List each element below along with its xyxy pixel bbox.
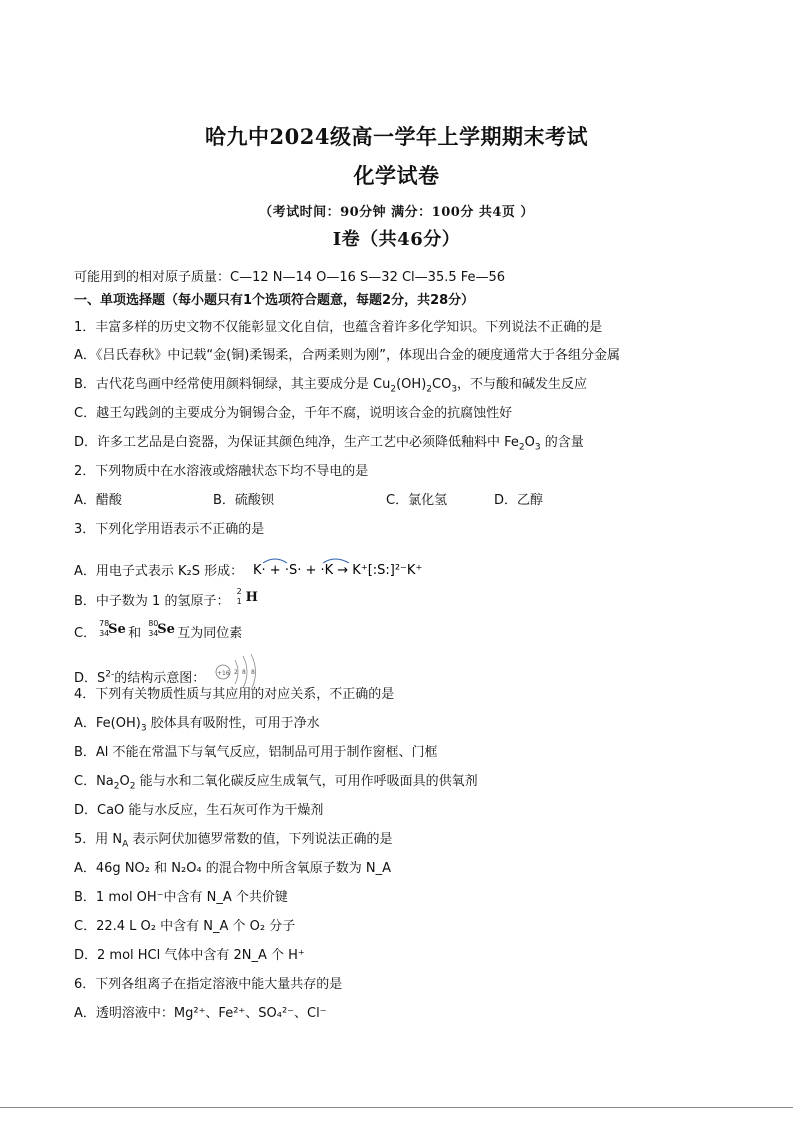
shell-electrons: 8 xyxy=(242,669,247,676)
q1-b-text2: (OH) xyxy=(396,377,427,392)
section-heading: Ⅰ卷（共46分） xyxy=(332,229,461,250)
q1-option-a: A．《吕氏春秋》中记载“金(铜)柔锡柔，合两柔则为刚”，体现出合金的硬度通常大于各组分金属 xyxy=(74,348,621,363)
q2-option-b: B．硫酸钡 xyxy=(213,493,274,508)
iso-mass: 2 xyxy=(236,587,242,596)
k2s-formula-svg xyxy=(253,557,483,583)
nucleus-charge: +16 xyxy=(217,670,231,677)
iso-number: 1 xyxy=(236,597,242,606)
q3-d-sup: 2- xyxy=(105,669,115,680)
iso-symbol: Se xyxy=(157,622,175,637)
iso-number: 34 xyxy=(148,629,159,638)
q4-c-text3: 能与水和二氧化碳反应生成氧气，可用作呼吸面具的供氧剂 xyxy=(135,774,478,789)
iso-number: 34 xyxy=(99,629,110,638)
se78-isotope xyxy=(96,619,126,643)
q5-stem-sub: A xyxy=(122,839,129,850)
q5-stem-text: 5．用 N xyxy=(74,832,123,847)
q4-c-text2: O xyxy=(119,774,130,789)
q3-c-and: 和 xyxy=(128,626,146,641)
q3-c-post: 互为同位素 xyxy=(177,626,243,641)
q4-option-a xyxy=(74,712,320,734)
page-bottom-rule xyxy=(0,1107,793,1108)
iso-symbol: H xyxy=(245,590,258,605)
q5-option-b: B．1 mol OH⁻中含有 N_A 个共价键 xyxy=(74,890,288,905)
part-one-heading: 一、单项选择题（每小题只有1个选项符合题意，每题2分，共28分） xyxy=(74,293,475,308)
q4-option-d: D．CaO 能与水反应，生石灰可作为干燥剂 xyxy=(74,803,324,818)
q4-c-text: C．Na xyxy=(74,774,114,789)
q4-option-c xyxy=(74,770,478,792)
q4-stem: 4．下列有关物质性质与其应用的对应关系，不正确的是 xyxy=(74,687,395,702)
q1-b-sub: 2 xyxy=(390,384,397,395)
q5-option-a: A．46g NO₂ 和 N₂O₄ 的混合物中所含氧原子数为 N_A xyxy=(74,861,392,876)
q3-a-text: A．用电子式表示 K₂S 形成： xyxy=(74,564,244,579)
iso-mass: 78 xyxy=(99,619,110,628)
atomic-masses: 可能用到的相对原子质量：C—12 N—14 O—16 S—32 Cl—35.5 Fe—56 xyxy=(74,270,506,285)
q3-b-text: B．中子数为 1 的氢原子： xyxy=(74,594,230,609)
q3-option-a xyxy=(74,557,483,587)
k2s-electron-formula xyxy=(253,557,483,587)
q3-c-text: C． xyxy=(74,626,97,641)
iso-symbol: Se xyxy=(108,622,126,637)
q5-stem-text2: 表示阿伏加德罗常数的值，下列说法正确的是 xyxy=(128,832,393,847)
q1-option-b xyxy=(74,373,588,395)
q2-stem: 2．下列物质中在水溶液或熔融状态下均不导电的是 xyxy=(74,464,369,479)
q6-stem: 6．下列各组离子在指定溶液中能大量共存的是 xyxy=(74,977,343,992)
q1-b-text4: ，不与酸和碱发生反应 xyxy=(457,377,588,392)
hydrogen-isotope xyxy=(234,589,260,611)
k2s-formula-text: K· + ·S· + ·K → K⁺[:S:]²⁻K⁺ xyxy=(253,563,423,578)
q3-option-c xyxy=(74,621,242,643)
q4-c-sub: 2 xyxy=(113,781,120,792)
q1-d-text3: 的含量 xyxy=(540,435,584,450)
q3-stem: 3．下列化学用语表示不正确的是 xyxy=(74,522,265,537)
se80-isotope xyxy=(145,619,175,643)
exam-title: 哈九中2024级高一学年上学期期末考试 xyxy=(205,124,588,149)
q3-option-b xyxy=(74,589,260,611)
q3-d-text: D．S xyxy=(74,671,106,686)
q3-d-text2: 的结构示意图： xyxy=(114,671,206,686)
q1-option-d xyxy=(74,431,584,453)
shell-electrons: 2 xyxy=(234,669,239,676)
q1-b-text3: CO xyxy=(432,377,452,392)
exam-info: （考试时间：90分钟 满分：100分 共4页 ） xyxy=(259,205,534,220)
q4-c-sub2: 2 xyxy=(129,781,136,792)
q2-option-d: D．乙醇 xyxy=(494,493,544,508)
exam-subtitle: 化学试卷 xyxy=(353,163,440,188)
q2-option-a: A．醋酸 xyxy=(74,493,122,508)
q4-a-sub: 3 xyxy=(140,723,147,734)
q4-a-text: A．Fe(OH) xyxy=(74,716,141,731)
q5-option-d: D．2 mol HCl 气体中含有 2N_A 个 H⁺ xyxy=(74,948,305,963)
q4-a-text2: 胶体具有吸附性，可用于净水 xyxy=(146,716,320,731)
q2-option-c: C．氯化氢 xyxy=(386,493,448,508)
q1-b-sub3: 3 xyxy=(451,384,458,395)
shell-electrons: 8 xyxy=(251,669,256,676)
q1-d-sub2: 3 xyxy=(534,442,541,453)
q1-d-text: D．许多工艺品是白瓷器，为保证其颜色纯净，生产工艺中必须降低釉料中 Fe xyxy=(74,435,519,450)
q4-option-b: B．Al 不能在常温下与氧气反应，铝制品可用于制作窗框、门框 xyxy=(74,745,438,760)
q6-option-a: A．透明溶液中：Mg²⁺、Fe²⁺、SO₄²⁻、Cl⁻ xyxy=(74,1006,327,1021)
q1-stem: 1．丰富多样的历史文物不仅能彰显文化自信，也蕴含着许多化学知识。下列说法不正确的是 xyxy=(74,320,603,335)
q5-option-c: C．22.4 L O₂ 中含有 N_A 个 O₂ 分子 xyxy=(74,919,296,934)
q1-d-sub: 2 xyxy=(518,442,525,453)
q1-d-text2: O xyxy=(524,435,535,450)
q1-option-c: C．越王勾践剑的主要成分为铜锡合金，千年不腐，说明该合金的抗腐蚀性好 xyxy=(74,406,513,421)
q5-stem xyxy=(74,828,393,850)
iso-mass: 80 xyxy=(148,619,159,628)
q1-b-sub2: 2 xyxy=(426,384,432,395)
q1-b-text: B．古代花鸟画中经常使用颜料铜绿，其主要成分是 Cu xyxy=(74,377,391,392)
